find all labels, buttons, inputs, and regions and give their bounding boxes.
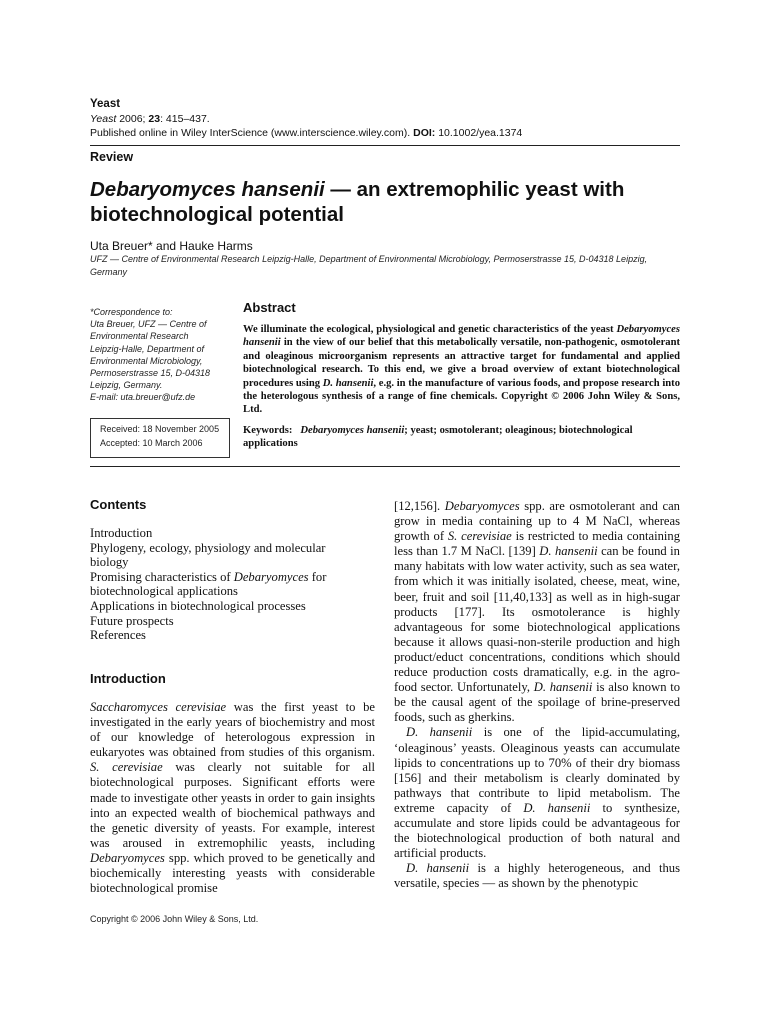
species-name: D. hansenii <box>406 861 470 876</box>
correspondence-line: Leipzig-Halle, Department of <box>90 343 205 354</box>
introduction-paragraph <box>90 700 375 896</box>
footer-copyright: Copyright © 2006 John Wiley & Sons, Ltd. <box>90 914 259 924</box>
species-name: D. hansenii <box>539 544 598 559</box>
correspondence-line: *Correspondence to: <box>90 307 173 317</box>
contents-heading: Contents <box>90 497 147 512</box>
body-text: is restricted to media containing less than 1.7 M NaCl. [139] <box>394 529 680 559</box>
published-line <box>90 127 522 139</box>
contents-list <box>90 526 360 643</box>
correspondence-line: Environmental Microbiology, <box>90 355 203 366</box>
correspondence-line: Leipzig, Germany. <box>90 380 163 391</box>
body-text: is one of the lipid-accumulating, ‘oleaginous’ yeasts. Oleaginous yeasts can accumulate lipids to concentrations up to 70% of their dry biomass [156] and their metabolism is clearly dominated by pathways that contribute to lipid metabolism. The extreme capacity of <box>394 725 680 815</box>
title-species: Debaryomyces hansenii <box>90 178 325 201</box>
body-text: to synthesize, accumulate and store lipids could be advantageous for the biotechnological production of both natural and artificial products. <box>394 800 680 861</box>
received-date: Received: 18 November 2005 <box>100 424 220 434</box>
body-text: is also known to be the causal agent of the spoilage of brine-preserved foods, such as gherkins. <box>394 680 680 725</box>
species-name: Debaryomyces <box>444 499 520 513</box>
correspondence-line: Environmental Research <box>90 331 189 342</box>
citation-volume: 23 <box>148 113 161 125</box>
contents-item[interactable]: Applications in biotechnological processes <box>90 598 306 613</box>
species-name: Saccharomyces cerevisiae <box>90 700 227 714</box>
correspondence-block <box>90 306 230 404</box>
abstract-species: Debaryomyces hansenii <box>243 324 680 349</box>
keywords-species: Debaryomyces hansenii <box>300 425 405 436</box>
abstract-text: , e.g. in the manufacture of various foods, and propose research into the heterologous synthesis of a range of fine chemicals. Copyright © 2006 John Wiley & Sons, Ltd. <box>243 377 680 416</box>
journal-name: Yeast <box>90 98 121 110</box>
contents-item[interactable]: Future prospects <box>90 613 174 628</box>
body-text: was clearly not suitable for all biotechnological purposes. Significant efforts were made to investigate other yeasts in order to gain insights into an expected wealth of biochemical pathways and the genetic diversity of yeasts. For example, interest was aroused in extremophilic yeasts, including <box>90 760 375 850</box>
species-name: D. hansenii <box>406 725 473 740</box>
correspondence-email[interactable]: E-mail: uta.breuer@ufz.de <box>90 392 196 403</box>
title-rest: — an extremophilic yeast with biotechnological potential <box>90 178 625 226</box>
species-name: Debaryomyces <box>90 850 165 865</box>
abstract-text: in the view of our belief that this metabolically versatile, non-pathogenic, osmotolerant and oleaginous microorganism represents an attractive target for fundamental and applied biotechnological research. To this end, we give a broad overview of extant biotechnological procedures using <box>243 337 680 389</box>
section-label: Review <box>90 150 134 164</box>
doi-value: 10.1002/yea.1374 <box>435 127 523 139</box>
abstract-species: D. hansenii <box>322 377 374 389</box>
correspondence-line: Uta Breuer, UFZ — Centre of <box>90 319 207 330</box>
article-title <box>90 177 680 227</box>
affiliation: UFZ — Centre of Environmental Research Leipzig-Halle, Department of Environmental Microbiology, Permoserstrasse 15, D-04318 Leipzig, Germany <box>90 254 648 277</box>
correspondence-line: Permoserstrasse 15, D-04318 <box>90 368 211 379</box>
keywords <box>243 424 680 450</box>
body-text: spp. which proved to be genetically and biochemically interesting yeasts with considerable biotechnological promise <box>90 850 375 896</box>
abstract-heading: Abstract <box>243 300 296 315</box>
keywords-rest: ; yeast; osmotolerant; oleaginous; biotechnological applications <box>243 425 633 449</box>
authors: Uta Breuer* and Hauke Harms <box>90 239 253 253</box>
citation-journal: Yeast <box>90 113 117 125</box>
published-text: Published online in Wiley InterScience (www.interscience.wiley.com). <box>90 127 414 139</box>
species-name: D. hansenii <box>533 680 593 695</box>
body-paragraph <box>394 861 680 891</box>
contents-item[interactable]: Phylogeny, ecology, physiology and molecular biology <box>90 540 326 570</box>
body-text: is a highly heterogeneous, and thus versatile, species — as shown by the phenotypic <box>394 861 680 891</box>
species-name: S. cerevisiae <box>90 760 163 775</box>
right-column <box>394 499 680 891</box>
contents-item-italic: Debaryomyces <box>233 569 309 584</box>
citation-pages: : 415–437. <box>160 113 210 125</box>
body-paragraph <box>394 725 680 861</box>
body-text: [12,156]. <box>394 499 445 513</box>
abstract-text: We illuminate the ecological, physiological and genetic characteristics of the yeast <box>243 324 617 335</box>
contents-item[interactable] <box>90 570 360 599</box>
header-rule <box>90 145 680 146</box>
species-name: S. cerevisiae <box>447 529 512 544</box>
accepted-date: Accepted: 10 March 2006 <box>100 438 203 448</box>
keywords-label: Keywords: <box>243 425 293 436</box>
citation <box>90 113 210 125</box>
contents-item[interactable]: References <box>90 628 146 643</box>
abstract-body <box>243 323 680 417</box>
body-text: spp. are osmotolerant and can grow in media containing up to 4 M NaCl, whereas growth of <box>394 499 680 544</box>
abstract-rule <box>90 466 680 467</box>
introduction-heading: Introduction <box>90 671 166 686</box>
body-text: can be found in many habitats with low water activity, such as sea water, from which it was initially isolated, cheese, meat, wine, beer, fruit and soil [11,40,133] as well as in high-sugar products [177]. Its osmotolerance is highly advantageous for some biotechnological applications because it allows quasi-non-sterile production and high product/educt concentrations, conditions which should reduce production costs dramatically, e.g. in the agro-food sector. Unfortunately, <box>394 544 680 695</box>
contents-item[interactable]: Introduction <box>90 526 153 540</box>
body-paragraph <box>394 499 680 725</box>
contents-item-text: for biotechnological applications <box>90 569 327 599</box>
body-text: was the first yeast to be investigated in the early years of biochemistry and most of our knowledge of heterologous expression in eukaryotes was obtained from studies of this organism. <box>90 700 375 760</box>
contents-item-text: Promising characteristics of <box>90 569 234 584</box>
dates-box <box>90 418 230 458</box>
doi-label: DOI: <box>413 127 436 139</box>
species-name: D. hansenii <box>523 800 591 815</box>
citation-year: 2006; <box>116 113 149 125</box>
